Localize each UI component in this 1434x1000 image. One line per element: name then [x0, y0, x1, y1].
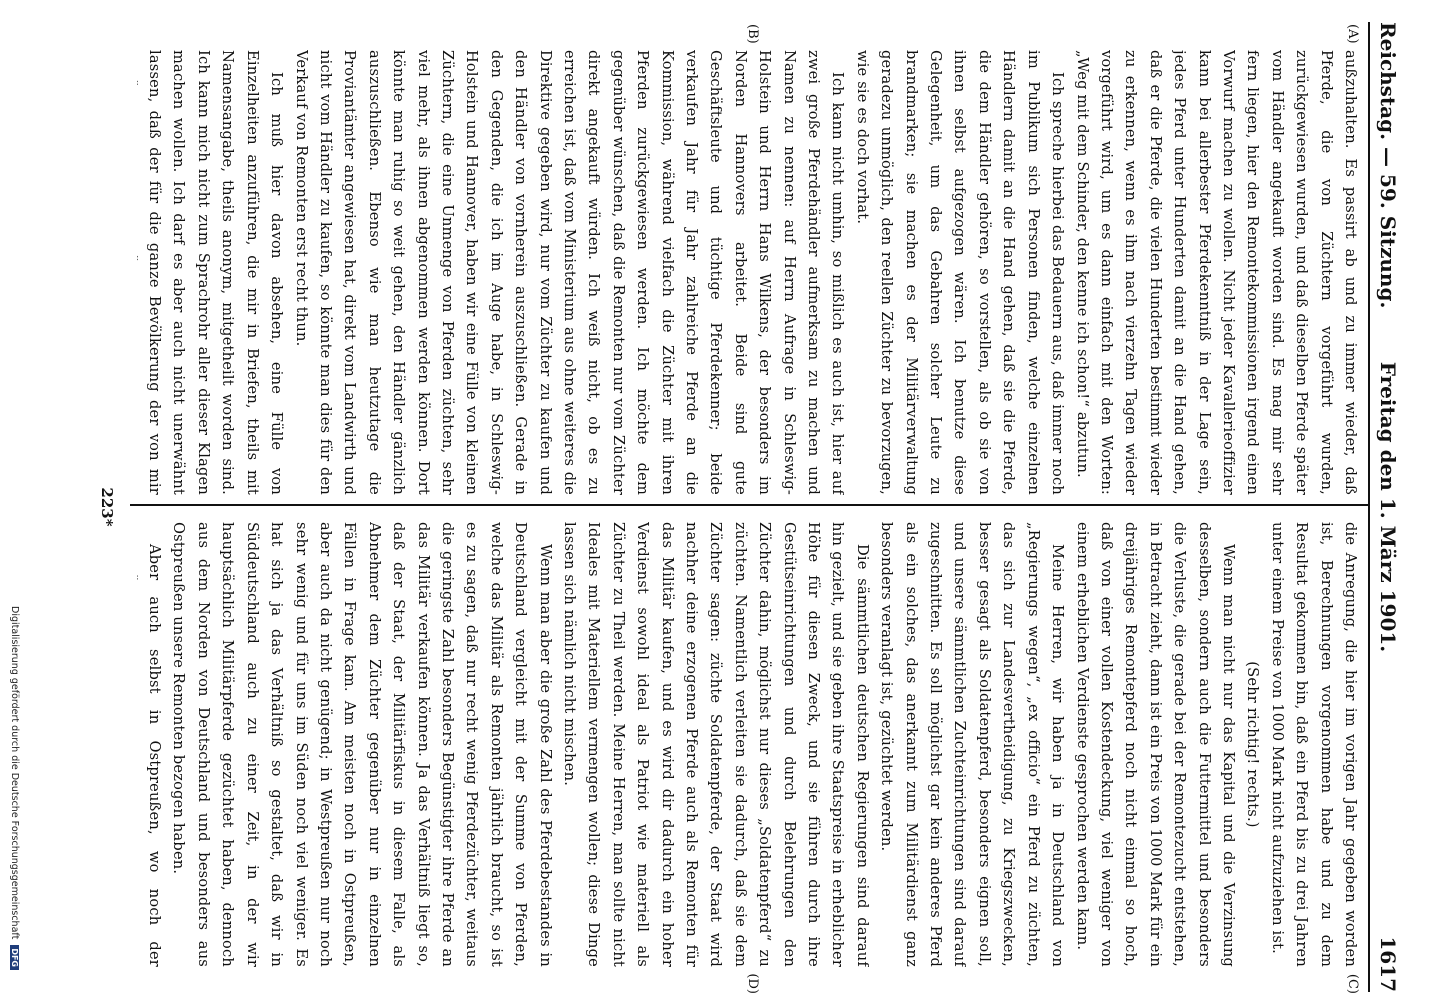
- paragraph: Ich spreche hierbei das Bedauern aus, daß immer noch im Publikum sich Personen finden, welche einzelnen Händlern damit an die Hand gehen, daß sie die Pferde, die dem Händler gehören, so vorstellen, als ob sie von ihnen selbst aufgezogen wären. Ich benutze diese Gelegenheit, um das Gebahren solcher Leute zu brandmarken; sie machen es der Militärverwaltung geradezu unmöglich, den reellen Züchter zu bevorzugen, wie sie es doch vorhat.: [853, 50, 1067, 495]
- header-session: Reichstag. — 59. Sitzung.: [1376, 22, 1400, 309]
- signature-mark: 223*: [98, 487, 116, 527]
- page-header: [1374, 22, 1400, 992]
- paragraph: Wenn man aber die große Zahl des Pferdebestandes in Deutschland vergleicht mit der Summe von Pferden, welche das Militär als Remonten jährlich braucht, so ist es zu sagen, daß nur recht wenig Pferdezüchter, weitaus die geringste Zahl besonders Begünstigter ihre Pferde an das Militär verkaufen können. Ja das Verhältniß liegt so, daß der Staat, der Militärfiskus in diesem Falle, als Abnehmer dem Züchter gegenüber nur in einzelnen Fällen in Frage kam. Am meisten noch in Ostpreußen, aber auch da nicht genügend; in Westpreußen nur noch sehr wenig und für uns im Süden noch viel weniger. Es hat sich ja das Verhältniß so gestaltet, daß wir in Süddeutschland auch zu einer Zeit, in der wir hauptsächlich Militärpferde gezüchtet haben, dennoch aus dem Norden von Deutschland und besonders aus Ostpreußen unsere Remonten bezogen haben.: [170, 522, 554, 967]
- paragraph: Ich muß hier davon absehen, eine Fülle von Einzelheiten anzuführen, die mir in Briefen, theils mit Namensangabe, theils anonym, mitgetheilt worden sind. Ich kann mich nicht zum Sprachrohr aller dieser Klagen machen wollen. Ich darf es aber auch nicht unerwähnt lassen, daß der für die ganze Bevölkerung der von mir: [146, 50, 286, 495]
- paragraph: Wenn man nicht nur das Kapital und die Verzinsung desselben, sondern auch die Futtermittel und besonders die Verluste, die gerade bei der Remontezucht entstehen, in Betracht zieht, dann ist ein Preis von 1000 Mark für ein dreijähriges Remontepferd noch nicht einmal so hoch, daß von einer vollen Kostendeckung, viel weniger von einem erheblichen Verdienste gesprochen werden kann.: [1073, 522, 1237, 967]
- digitization-credit: [4, 606, 20, 996]
- header-rule: [1368, 22, 1370, 992]
- margin-marker-d: (D): [745, 973, 760, 994]
- paragraph: Aber auch selbst in Ostpreußen, wo noch der: [146, 544, 164, 967]
- margin-marker-a: (A): [1345, 24, 1360, 44]
- margin-marker-c: (C): [1345, 973, 1360, 994]
- right-column: [137, 522, 1362, 967]
- dfg-logo: DFG: [10, 945, 19, 970]
- page-number: 1617: [1376, 936, 1400, 992]
- paragraph: Die sämmtlichen deutschen Regierungen sind darauf hin gezielt, und sie geben ihre Staatspreise in erheblicher Höhe für diesen Zweck, und sie führen durch ihre Gestütseinrichtungen und durch Belehrungen den Züchter dahin, möglichst nur dieses „Soldatenpferd“ zu züchten. Namentlich verleiten sie dadurch, daß sie dem Züchter sagen: züchte Soldatenpferde, der Staat wird nachher deine erzogenen Pferde auch als Remonten für das Militär kaufen, und es wird dir dadurch ein hoher Verdienst sowohl ideal als Patriot wie materiell als Züchter zu Theil werden. Meine Herren, man sollte nicht Ideales mit Materiellem vermengen wollen; diese Dinge lassen sich nämlich nicht mischen.: [561, 522, 871, 967]
- paragraph: außzuhalten. Es passirt ab und zu immer wieder, daß Pferde, die von Züchtern vorgeführt wurden, zurückgewiesen wurden, und daß dieselben Pferde später vom Händler angekauft worden sind. Es mag mir sehr fern liegen, hier den Remontekommissionen irgend einen Vorwurf machen zu wollen. Nicht jeder Kavallerieoffizier kann bei allerbester Pferdekenntniß in der Lage sein, jedes Pferd unter Hunderten damit an die Hand gehen, daß er die Pferde, die vielen Hunderten bestimmt wieder zu erkennen, wenn es ihm nach vierzehn Tagen wieder vorgeführt wird, um es dann einfach mit den Worten: „Weg mit dem Schinder, den kenne ich schon!“ abzutun.: [1073, 50, 1359, 495]
- left-column: [137, 50, 1362, 495]
- header-date: Freitag den 1. März 1901.: [1376, 361, 1400, 653]
- paragraph: Ich kann nicht umhin, so mißlich es auch ist, hier auf zwei große Pferdehändler aufmerksam zu machen und Namen zu nennen: auf Herrn Aufrage in Schleswig-Holstein und Herrn Hans Wilkens, der besonders im Norden Hannovers arbeitet. Beide sind gute Geschäftsleute und tüchtige Pferdekenner; beide verkaufen Jahr für Jahr zahlreiche Pferde an die Kommission, während vielfach die Züchter mit ihren Pferden zurückgewiesen werden. Ich möchte dem gegenüber wünschen, daß die Remonten nur vom Züchter direkt angekauft würden. Ich weiß nicht, ob es zu erreichen ist, daß vom Ministerium aus ohne weiteres die Direktive gegeben wird, nur vom Züchter zu kaufen und den Händler von vornherein auszuschließen. Gerade in den Gegenden, die ich im Auge habe, in Schleswig-Holstein und Hannover, haben wir eine Fülle von kleinen Züchtern, die eine Unmenge von Pferden züchten, sehr viel mehr, als ihnen abgenommen werden können. Dort könnte man ruhig so weit gehen, den Händler gänzlich auszuschließen. Ebenso wie man heutzutage die Proviantämter angewiesen hat, direkt vom Landwirth und nicht vom Händler zu kaufen, so könnte man dies für den Verkauf von Remonten erst recht thun.: [292, 50, 847, 495]
- paragraph: Meine Herren, wir haben ja in Deutschland von „Regierungs wegen“, „ex officio“ ein Pferd zu züchten, das sich zur Landesvertheidigung, zu Kriegszwecken, besser gesagt als Soldatenpferd, besonders eignen soll, und unsere sämmtlichen Zuchteinrichtungen sind darauf zugeschnitten. Es soll möglichst gar kein anderes Pferd als ein solches, das anerkannt zum Militärdienst ganz besonders veranlagt ist, gezüchtet werden.: [878, 522, 1067, 967]
- document-page: [90, 22, 1400, 992]
- column-divider: [130, 504, 1368, 506]
- margin-marker-b: (B): [745, 24, 760, 44]
- credit-text: Digitalisierung gefördert durch die Deutsche Forschungsgemeinschaft: [9, 606, 20, 940]
- interjection: (Sehr richtig! rechts.): [1244, 661, 1262, 828]
- paragraph: die Anregung, die hier im vorigen Jahr gegeben worden ist, Berechnungen vorgenommen habe und zu dem Resultat gekommen bin, daß ein Pferd bis zu drei Jahren unter einem Preise von 1000 Mark nicht aufzuziehen ist.: [1268, 522, 1359, 967]
